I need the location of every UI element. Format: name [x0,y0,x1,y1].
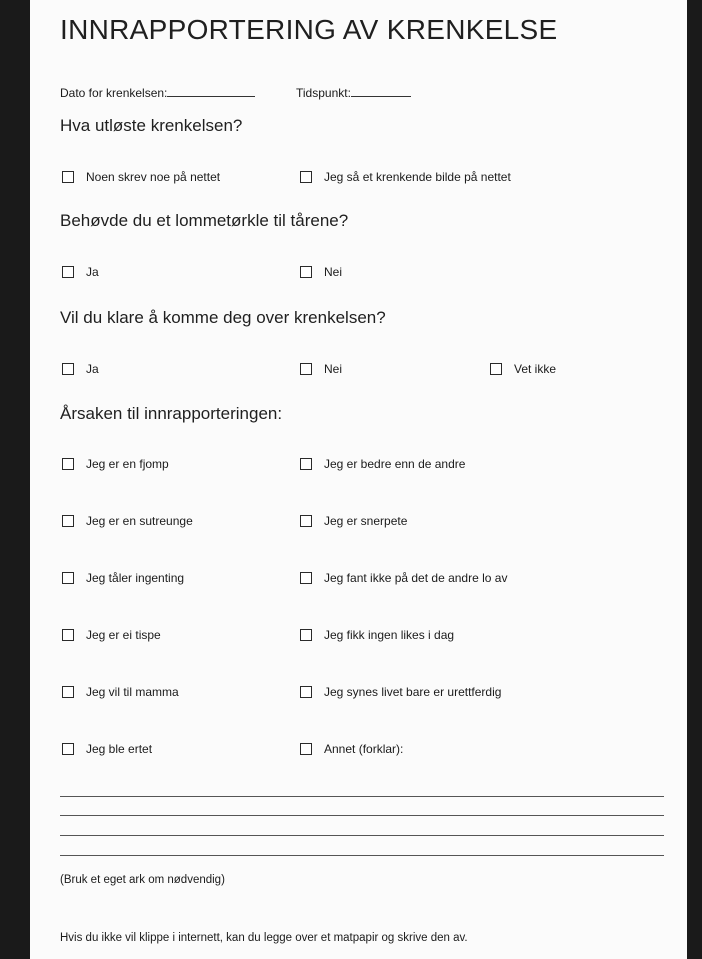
checkbox-option[interactable] [300,362,342,376]
checkbox-option[interactable] [300,170,511,184]
write-in-line[interactable] [60,796,664,797]
date-field[interactable] [60,84,255,100]
time-blank[interactable] [351,84,411,97]
checkbox-option[interactable] [300,514,407,528]
date-blank[interactable] [167,84,255,97]
checkbox-icon[interactable] [300,686,312,698]
option-label: Jeg er en fjomp [86,457,169,471]
option-label: Jeg er snerpete [324,514,408,528]
option-label: Jeg synes livet bare er urettferdig [324,685,502,699]
checkbox-icon[interactable] [300,458,312,470]
time-field[interactable] [296,84,411,100]
checkbox-icon[interactable] [300,363,312,375]
checkbox-option[interactable] [62,170,220,184]
checkbox-option[interactable] [300,685,501,699]
option-label: Jeg så et krenkende bilde på nettet [324,170,511,184]
checkbox-option[interactable] [62,514,193,528]
extra-sheet-note: (Bruk et eget ark om nødvendig) [60,874,225,886]
checkbox-icon[interactable] [300,266,312,278]
checkbox-option[interactable] [62,457,169,471]
checkbox-icon[interactable] [62,515,74,527]
checkbox-option[interactable] [62,265,99,279]
option-label: Jeg er en sutreunge [86,514,193,528]
question-recovery: Vil du klare å komme deg over krenkelsen? [60,308,386,327]
option-label: Ja [86,362,99,376]
option-label: Nei [324,265,343,279]
option-label: Jeg tåler ingenting [86,571,185,585]
checkbox-option[interactable] [62,571,184,585]
write-in-line[interactable] [60,855,664,856]
option-label: Nei [324,362,343,376]
checkbox-icon[interactable] [300,629,312,641]
checkbox-icon[interactable] [62,743,74,755]
checkbox-icon[interactable] [62,572,74,584]
write-in-line[interactable] [60,815,664,816]
option-label: Vet ikke [514,362,557,376]
form-page [30,0,687,959]
option-label: Jeg fant ikke på det de andre lo av [324,571,508,585]
checkbox-option[interactable] [62,742,152,756]
checkbox-icon[interactable] [62,458,74,470]
checkbox-option[interactable] [300,571,507,585]
checkbox-option[interactable] [300,742,403,756]
question-handkerchief: Behøvde du et lommetørkle til tårene? [60,211,349,230]
checkbox-icon[interactable] [490,363,502,375]
time-label: Tidspunkt: [296,86,351,100]
checkbox-option[interactable] [62,362,99,376]
checkbox-option[interactable] [62,628,161,642]
checkbox-option[interactable] [300,628,454,642]
checkbox-option[interactable] [490,362,556,376]
checkbox-icon[interactable] [62,629,74,641]
checkbox-icon[interactable] [300,743,312,755]
checkbox-icon[interactable] [62,266,74,278]
option-label: Jeg fikk ingen likes i dag [324,628,455,642]
date-label: Dato for krenkelsen: [60,86,168,100]
option-label: Jeg er bedre enn de andre [324,457,466,471]
question-trigger: Hva utløste krenkelsen? [60,116,243,135]
question-reason: Årsaken til innrapporteringen: [60,404,283,423]
checkbox-option[interactable] [300,457,465,471]
checkbox-icon[interactable] [62,686,74,698]
bottom-note: Hvis du ikke vil klippe i internett, kan du legge over et matpapir og skrive den av. [60,932,468,944]
option-label: Ja [86,265,99,279]
checkbox-icon[interactable] [300,171,312,183]
checkbox-option[interactable] [62,685,179,699]
checkbox-icon[interactable] [62,171,74,183]
option-label: Noen skrev noe på nettet [86,170,221,184]
option-label: Annet (forklar): [324,742,404,756]
option-label: Jeg er ei tispe [86,628,161,642]
checkbox-option[interactable] [300,265,342,279]
option-label: Jeg ble ertet [86,742,153,756]
option-label: Jeg vil til mamma [86,685,179,699]
checkbox-icon[interactable] [300,572,312,584]
form-title: INNRAPPORTERING AV KRENKELSE [60,14,558,45]
checkbox-icon[interactable] [62,363,74,375]
write-in-line[interactable] [60,835,664,836]
checkbox-icon[interactable] [300,515,312,527]
